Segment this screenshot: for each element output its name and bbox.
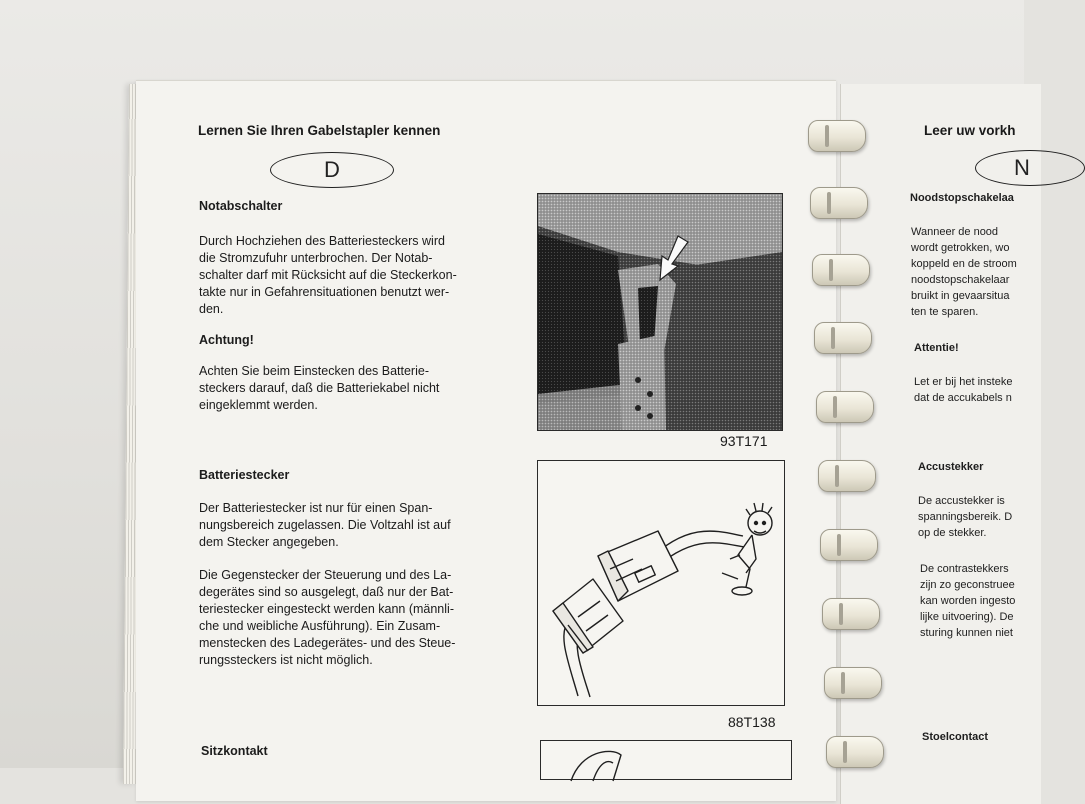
binding-ring [826, 736, 884, 768]
seat-contact-drawing-illustration [541, 741, 791, 781]
section-heading-achtung: Achtung! [199, 333, 254, 347]
battery-plug-drawing [537, 460, 785, 706]
page-title: Lernen Sie Ihren Gabelstapler kennen [198, 123, 441, 138]
text-line: De contrastekkers [920, 563, 1009, 575]
accustekker-paragraph-2 [920, 561, 1015, 641]
text-line: zijn zo geconstruee [920, 579, 1015, 591]
text-line: dem Stecker angegeben. [199, 535, 339, 549]
text-line: menstecken des Ladegerätes- und des Steue- [199, 636, 456, 650]
text-line: Achten Sie beim Einstecken des Batterie- [199, 364, 429, 378]
binding-ring [812, 254, 870, 286]
text-line: steckers darauf, daß die Batteriekabel nicht [199, 381, 440, 395]
text-line: op de stekker. [918, 527, 987, 539]
right-language-badge [975, 150, 1085, 186]
batteriestecker-paragraph-2 [199, 567, 479, 669]
battery-plug-photo-illustration [538, 194, 782, 430]
text-line: Durch Hochziehen des Batteriesteckers wird [199, 234, 445, 248]
text-line: eingeklemmt werden. [199, 398, 318, 412]
language-badge [270, 152, 394, 188]
right-heading-attentie: Attentie! [914, 342, 959, 354]
section-heading-notabschalter: Notabschalter [199, 199, 283, 213]
right-heading-noodstop: Noodstopschakelaa [910, 192, 1014, 204]
seat-contact-drawing [540, 740, 792, 780]
text-line: koppeld en de stroom [911, 258, 1017, 270]
section-heading-batteriestecker: Batteriestecker [199, 468, 290, 482]
text-line: dat de accukabels n [914, 392, 1012, 404]
achtung-paragraph [199, 363, 479, 414]
text-line: lijke uitvoering). De [920, 611, 1014, 623]
text-line: kan worden ingesto [920, 595, 1016, 607]
photo-caption: 93T171 [720, 433, 768, 449]
noodstop-paragraph [911, 224, 1017, 320]
batteriestecker-paragraph-1 [199, 500, 479, 551]
text-line: sturing kunnen niet [920, 627, 1013, 639]
section-heading-sitzkontakt: Sitzkontakt [201, 744, 268, 758]
text-line: schalter darf mit Rücksicht auf die Steckerkon- [199, 268, 457, 282]
binding-ring [814, 322, 872, 354]
binding-ring [816, 391, 874, 423]
drawing-caption: 88T138 [728, 714, 776, 730]
text-line: Let er bij het insteke [914, 376, 1013, 388]
battery-plug-photo [537, 193, 783, 431]
binding-ring [822, 598, 880, 630]
binding-ring [818, 460, 876, 492]
language-badge-label: D [324, 157, 340, 182]
text-line: Der Batteriestecker ist nur für einen Span- [199, 501, 433, 515]
text-line: wordt getrokken, wo [911, 242, 1010, 254]
accustekker-paragraph-1 [918, 493, 1012, 541]
binding-ring [820, 529, 878, 561]
notabschalter-paragraph [199, 233, 479, 318]
battery-plug-drawing-illustration [538, 461, 784, 705]
text-line: spanningsbereik. D [918, 511, 1013, 523]
text-line: den. [199, 302, 224, 316]
text-line: nungsbereich zugelassen. Die Voltzahl ist auf [199, 518, 451, 532]
binding-ring [808, 120, 866, 152]
text-line: Wanneer de nood [911, 226, 999, 238]
text-line: degerätes sind so ausgelegt, daß nur der Bat- [199, 585, 454, 599]
right-language-badge-label: N [1014, 155, 1030, 180]
attentie-paragraph [914, 374, 1012, 406]
text-line: bruikt in gevaarsitua [911, 290, 1010, 302]
right-heading-accustekker: Accustekker [918, 461, 984, 473]
text-line: die Stromzufuhr unterbrochen. Der Notab- [199, 251, 433, 265]
text-line: takte nur in Gefahrensituationen benutzt wer- [199, 285, 450, 299]
binding-ring [810, 187, 868, 219]
binding-ring [824, 667, 882, 699]
text-line: che und weibliche Ausführung). Ein Zusam- [199, 619, 441, 633]
text-line: De accustekker is [918, 495, 1005, 507]
right-heading-stoelcontact: Stoelcontact [922, 731, 989, 743]
text-line: teriestecker eingesteckt werden kann (männli- [199, 602, 454, 616]
text-line: rungssteckers ist nicht möglich. [199, 653, 373, 667]
text-line: Die Gegenstecker der Steuerung und des La- [199, 568, 452, 582]
right-page-title: Leer uw vorkh [924, 123, 1016, 138]
text-line: ten te sparen. [911, 306, 979, 318]
text-line: noodstopschakelaar [911, 274, 1010, 286]
